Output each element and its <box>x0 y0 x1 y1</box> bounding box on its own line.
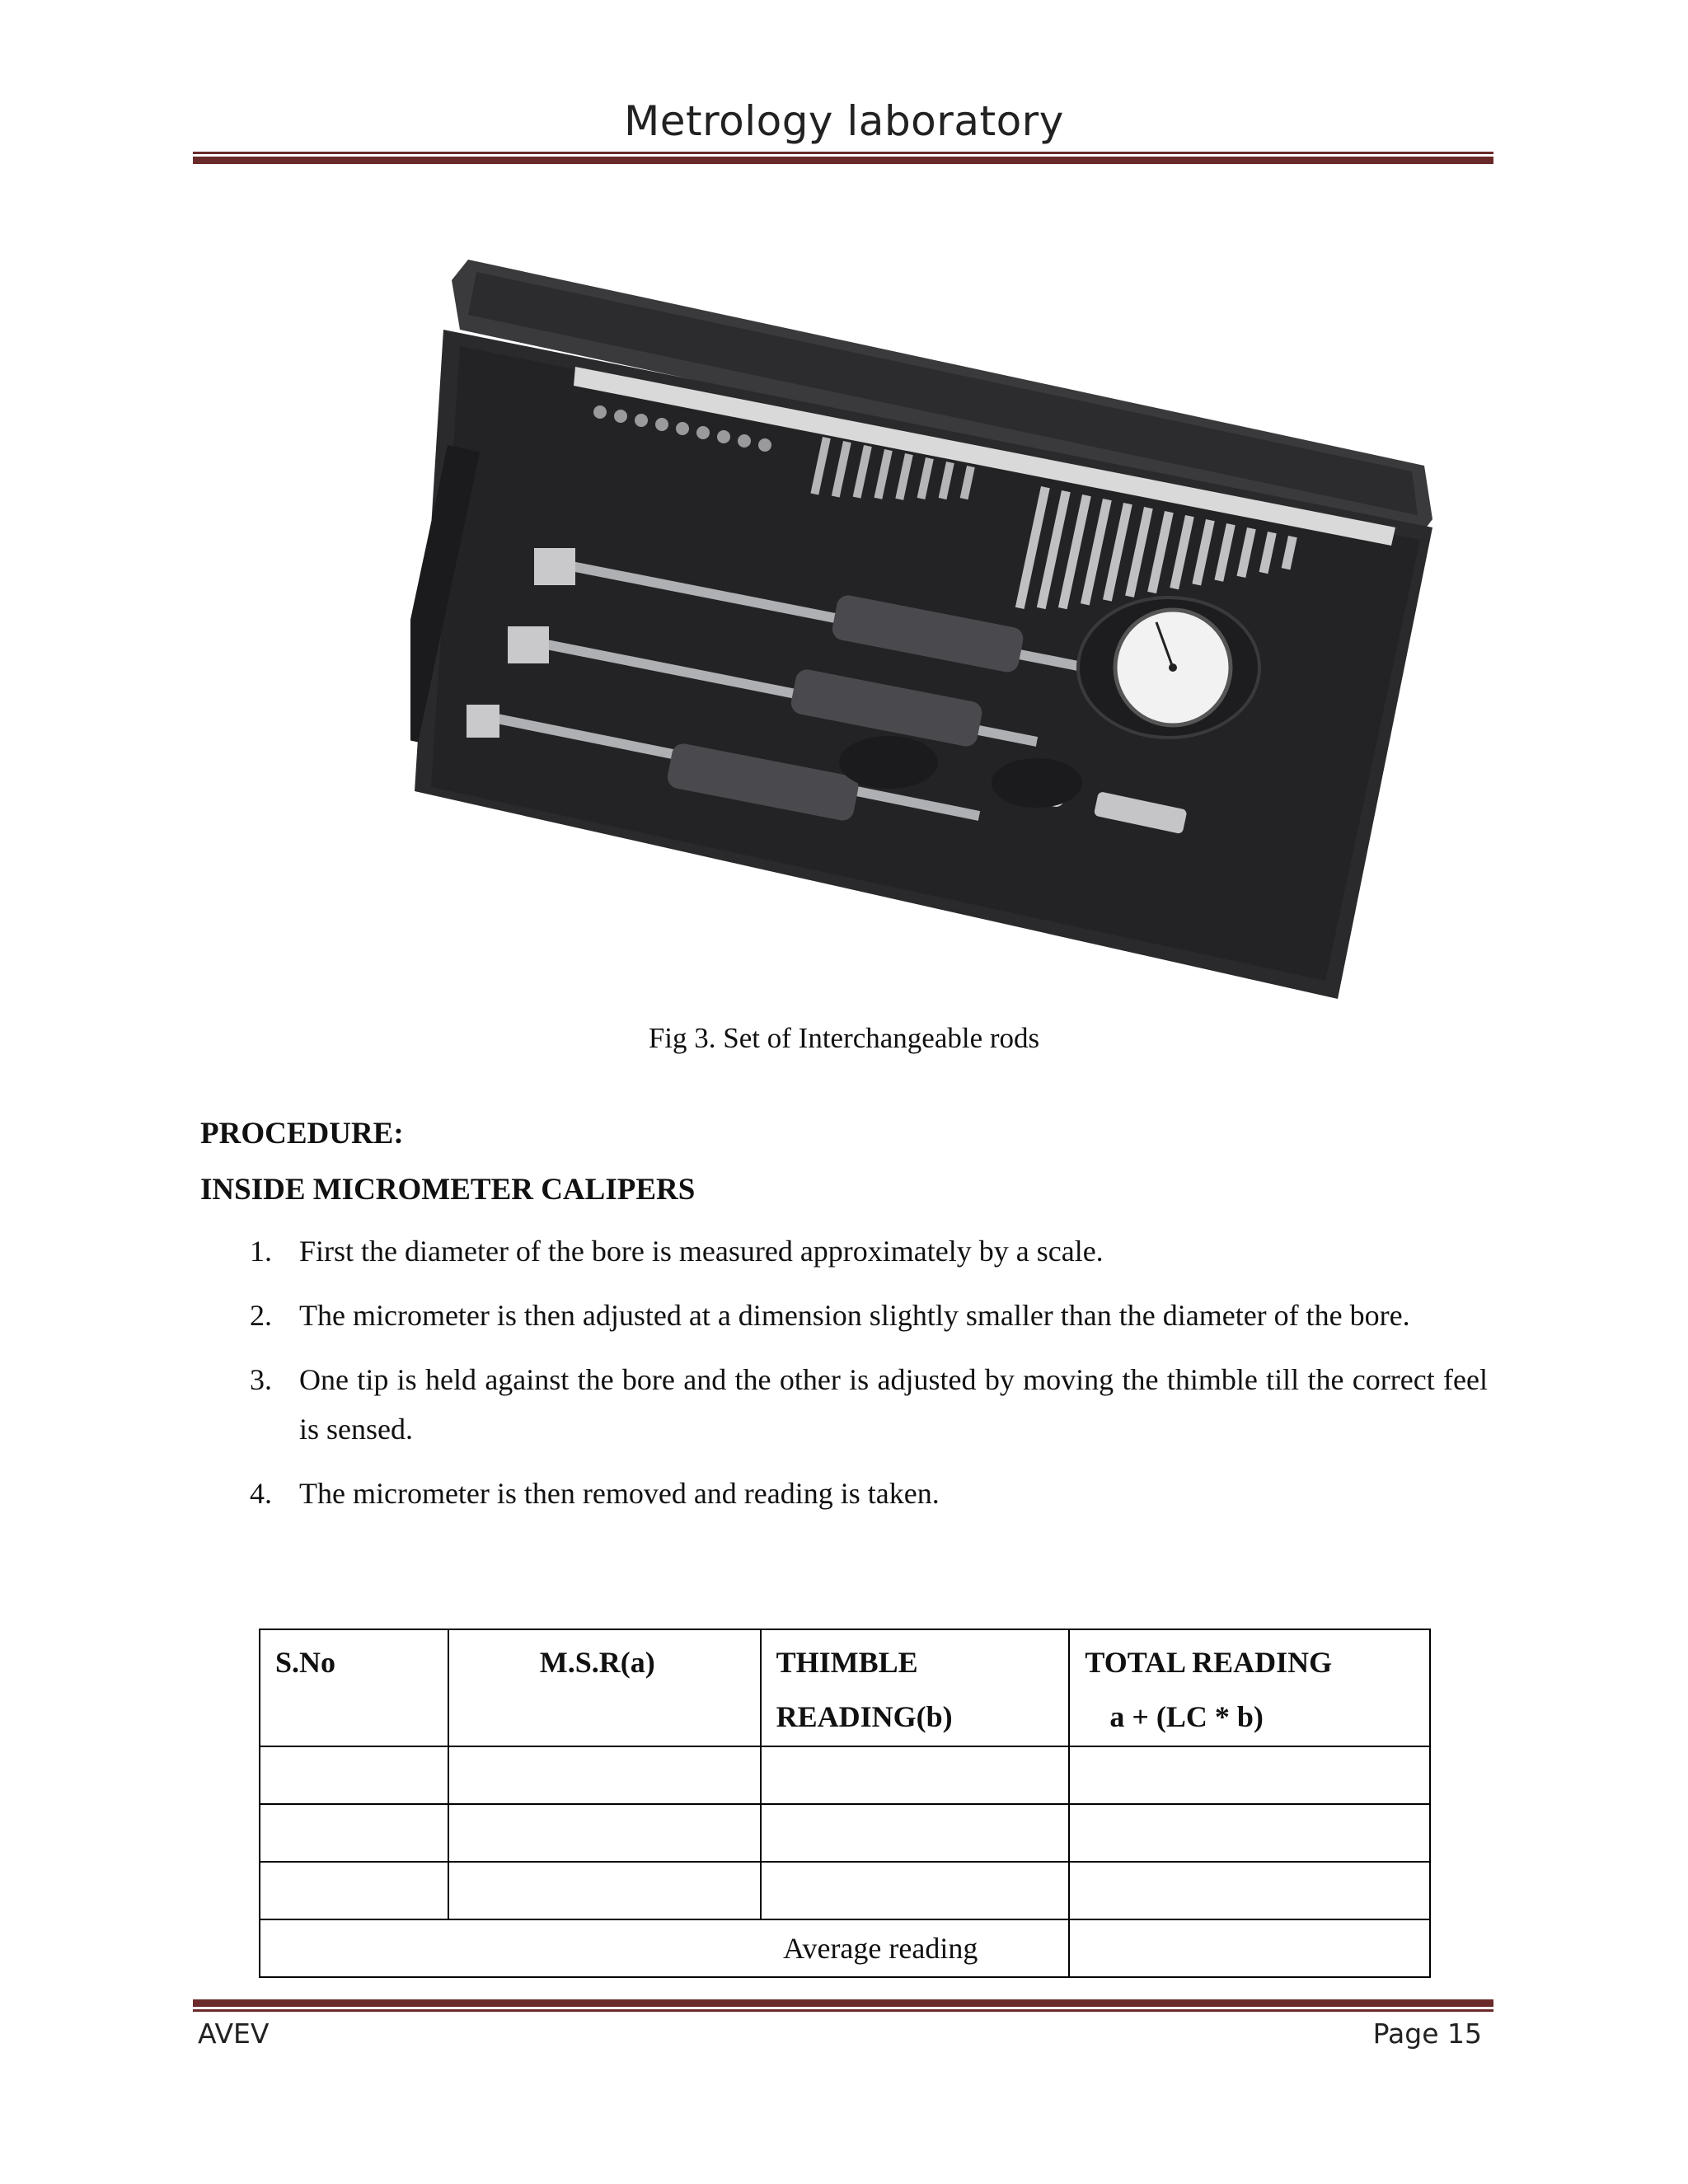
procedure-steps <box>200 1226 1488 1533</box>
header-cell-sno: S.No <box>260 1629 448 1746</box>
page-header-title: Metrology laboratory <box>624 97 1064 145</box>
header-cell-thimble <box>761 1629 1070 1746</box>
table-row <box>260 1746 1430 1804</box>
table-cell <box>1069 1804 1430 1862</box>
header-cell-total <box>1069 1629 1430 1746</box>
header-rule <box>193 152 1493 164</box>
average-value-cell <box>1069 1919 1430 1977</box>
procedure-subheading: INSIDE MICROMETER CALIPERS <box>200 1173 696 1207</box>
table-cell <box>260 1862 448 1919</box>
average-row <box>260 1919 1430 1977</box>
table-cell <box>448 1862 761 1919</box>
total-header-line2: a + (LC * b) <box>1109 1700 1264 1733</box>
procedure-heading: PROCEDURE: <box>200 1117 404 1151</box>
table-cell <box>1069 1862 1430 1919</box>
table-row <box>260 1804 1430 1862</box>
total-header-line1: TOTAL READING <box>1085 1646 1333 1679</box>
table-cell <box>260 1746 448 1804</box>
page-number: Page 15 <box>1372 2018 1482 2050</box>
dial-indicator <box>1078 598 1259 738</box>
procedure-step <box>200 1355 1488 1454</box>
readings-table <box>259 1629 1431 1978</box>
step-text: One tip is held against the bore and the other is adjusted by moving the thimble till the correct feel is sensed. <box>299 1363 1488 1446</box>
table-cell <box>761 1746 1070 1804</box>
table-cell <box>448 1746 761 1804</box>
thimble-header-line2: READING(b) <box>776 1700 953 1733</box>
step-number: 3. <box>250 1363 272 1396</box>
step-number: 2. <box>250 1299 272 1332</box>
average-label: Average reading <box>260 1919 1069 1977</box>
step-text: The micrometer is then adjusted at a dimension slightly smaller than the diameter of the bore. <box>299 1299 1410 1332</box>
header-cell-msr: M.S.R(a) <box>448 1629 761 1746</box>
table-cell <box>448 1804 761 1862</box>
table-cell <box>260 1804 448 1862</box>
step-number: 4. <box>250 1477 272 1510</box>
footer-rule <box>193 1999 1493 2012</box>
table-cell <box>761 1862 1070 1919</box>
procedure-step <box>200 1226 1488 1276</box>
table-row <box>260 1862 1430 1919</box>
table-cell <box>761 1804 1070 1862</box>
step-text: The micrometer is then removed and reading is taken. <box>299 1477 940 1510</box>
step-number: 1. <box>250 1235 272 1268</box>
table-cell <box>1069 1746 1430 1804</box>
step-text: First the diameter of the bore is measured approximately by a scale. <box>299 1235 1104 1268</box>
interchangeable-rods-figure <box>410 255 1452 999</box>
procedure-step <box>200 1469 1488 1518</box>
footer-left-text: AVEV <box>198 2018 270 2050</box>
procedure-step <box>200 1291 1488 1340</box>
figure-caption: Fig 3. Set of Interchangeable rods <box>648 1022 1040 1054</box>
table-header-row <box>260 1629 1430 1746</box>
thimble-header-line1: THIMBLE <box>776 1646 918 1679</box>
